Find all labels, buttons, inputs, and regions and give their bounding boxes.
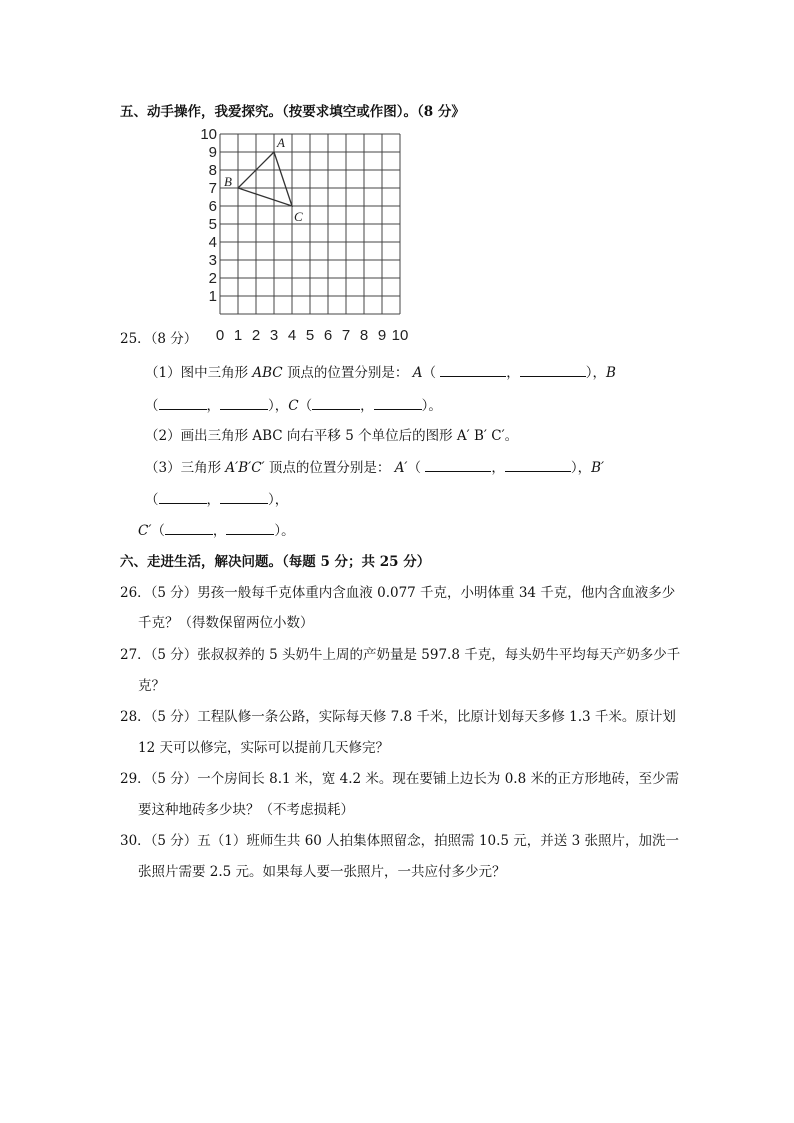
y-tick-label: 9 [208,144,217,161]
comma: ， [577,460,592,476]
close-paren: ） [268,398,275,414]
point-c-prime-label: C′ [138,523,152,539]
open-paren: （ [151,523,165,539]
section-5-heading: 五、动手操作，我爱探究。（按要求填空或作图）。（8 分》 [120,104,465,120]
coordinate-grid [196,126,432,344]
open-paren: （ [298,398,313,414]
q25-part3-prefix: （3）三角形 [145,460,222,476]
q26-line2: 千克？（得数保留两位小数） [138,615,314,631]
a-y-blank[interactable] [520,363,586,377]
x-tick-label: 1 [233,327,243,344]
point-c-label: C [288,398,299,414]
y-tick-label: 6 [208,198,217,215]
q25-part1-abc: ABC [252,365,283,381]
close-period: ）。 [274,523,295,539]
comma: ， [506,365,520,381]
comma: ， [360,398,374,414]
c-x-blank[interactable] [312,396,360,410]
x-tick-label: 8 [359,327,369,344]
close-comma: ）， [268,492,289,508]
b-y-blank[interactable] [220,396,268,410]
y-tick-label: 10 [200,126,217,143]
x-tick-label: 4 [287,327,297,344]
b-prime-y-blank[interactable] [220,490,268,504]
open-paren: （ [422,365,436,381]
b-x-blank[interactable] [159,396,207,410]
q30-line1: 30．（5 分）五（1）班师生共 60 人拍集体照留念，拍照需 10.5 元，并送 3 张照片，加洗一 [120,833,679,849]
point-a-label: A [412,365,423,381]
q29-line1: 29．（5 分）一个房间长 8.1 米，宽 4.2 米。现在要铺上边长为 0.8 米的正方形地砖，至少需 [120,771,679,787]
a-prime-x-blank[interactable] [425,458,491,472]
a-prime-y-blank[interactable] [505,458,571,472]
y-tick-label: 5 [208,216,217,233]
q25-part2: （2）画出三角形 ABC 向右平移 5 个单位后的图形 A′ B′ C′。 [145,428,519,444]
y-tick-label: 2 [208,270,217,287]
x-tick-label: 5 [305,327,315,344]
vertex-b-label: B [224,174,232,189]
y-tick-label: 1 [208,288,217,305]
q28-line2: 12 天可以修完，实际可以提前几天修完？ [138,740,389,756]
b-prime-x-blank[interactable] [159,490,207,504]
comma: ， [212,523,227,539]
section-6-heading: 六、走进生活，解决问题。（每题 5 分；共 25 分） [120,554,431,570]
x-tick-label: 9 [377,327,387,344]
c-prime-x-blank[interactable] [165,521,213,535]
open-paren: （ [407,460,422,476]
q27-line2: 克？ [138,678,165,694]
grid-svg [196,126,432,344]
q25-part3-abc: A′B′C′ [225,460,265,476]
vertex-c-label: C [294,209,303,224]
vertex-a-label: A [277,135,285,150]
close-paren: ） [570,460,578,476]
open-paren: （ [145,398,159,414]
comma: ， [592,365,607,381]
a-x-blank[interactable] [440,363,506,377]
close-period: ）。 [421,398,442,414]
triangle-abc [238,152,292,206]
y-tick-label: 7 [208,180,217,197]
q25-part1-line2 [145,396,442,415]
open-paren: （ [145,492,159,508]
y-tick-label: 4 [208,234,217,251]
comma: ， [206,398,220,414]
q28-line1: 28．（5 分）工程队修一条公路，实际每天修 7.8 千米，比原计划每天多修 1.3 千米。原计划 [120,709,676,725]
q29-line2: 要这种地砖多少块？（不考虑损耗） [138,802,354,818]
y-tick-label: 3 [208,252,217,269]
c-y-blank[interactable] [374,396,422,410]
x-tick-label: 2 [251,327,261,344]
q25-part1-line1 [145,363,616,382]
x-tick-label: 7 [341,327,351,344]
q25-part3-line2 [145,490,288,509]
q25-number: 25．（8 分） [120,331,198,347]
q26-line1: 26．（5 分）男孩一般每千克体重内含血液 0.077 千克，小明体重 34 千克，他内含血液多少 [120,585,676,601]
comma: ， [491,460,505,476]
x-tick-label: 10 [391,327,409,344]
x-tick-label: 3 [269,327,279,344]
point-b-prime-label: B′ [591,460,605,476]
point-a-prime-label: A′ [394,460,408,476]
q27-line1: 27．（5 分）张叔叔养的 5 头奶牛上周的产奶量是 597.8 千克，每头奶牛平均每天产奶多少千 [120,647,681,663]
q30-line2: 张照片需要 2.5 元。如果每人要一张照片，一共应付多少元？ [138,864,506,880]
point-b-label: B [606,365,616,381]
q25-part3-line3 [138,521,295,540]
c-prime-y-blank[interactable] [226,521,274,535]
x-tick-label: 0 [215,327,225,344]
q25-part3-line1 [145,458,604,477]
close-paren: ） [585,365,593,381]
comma: ， [206,492,220,508]
q25-part1-prefix: （1）图中三角形 [145,365,249,381]
q25-part3-mid: 顶点的位置分别是： [268,460,391,476]
q25-part1-mid: 顶点的位置分别是： [286,365,409,381]
x-tick-label: 6 [323,327,333,344]
comma: ， [274,398,289,414]
y-tick-label: 8 [208,162,217,179]
